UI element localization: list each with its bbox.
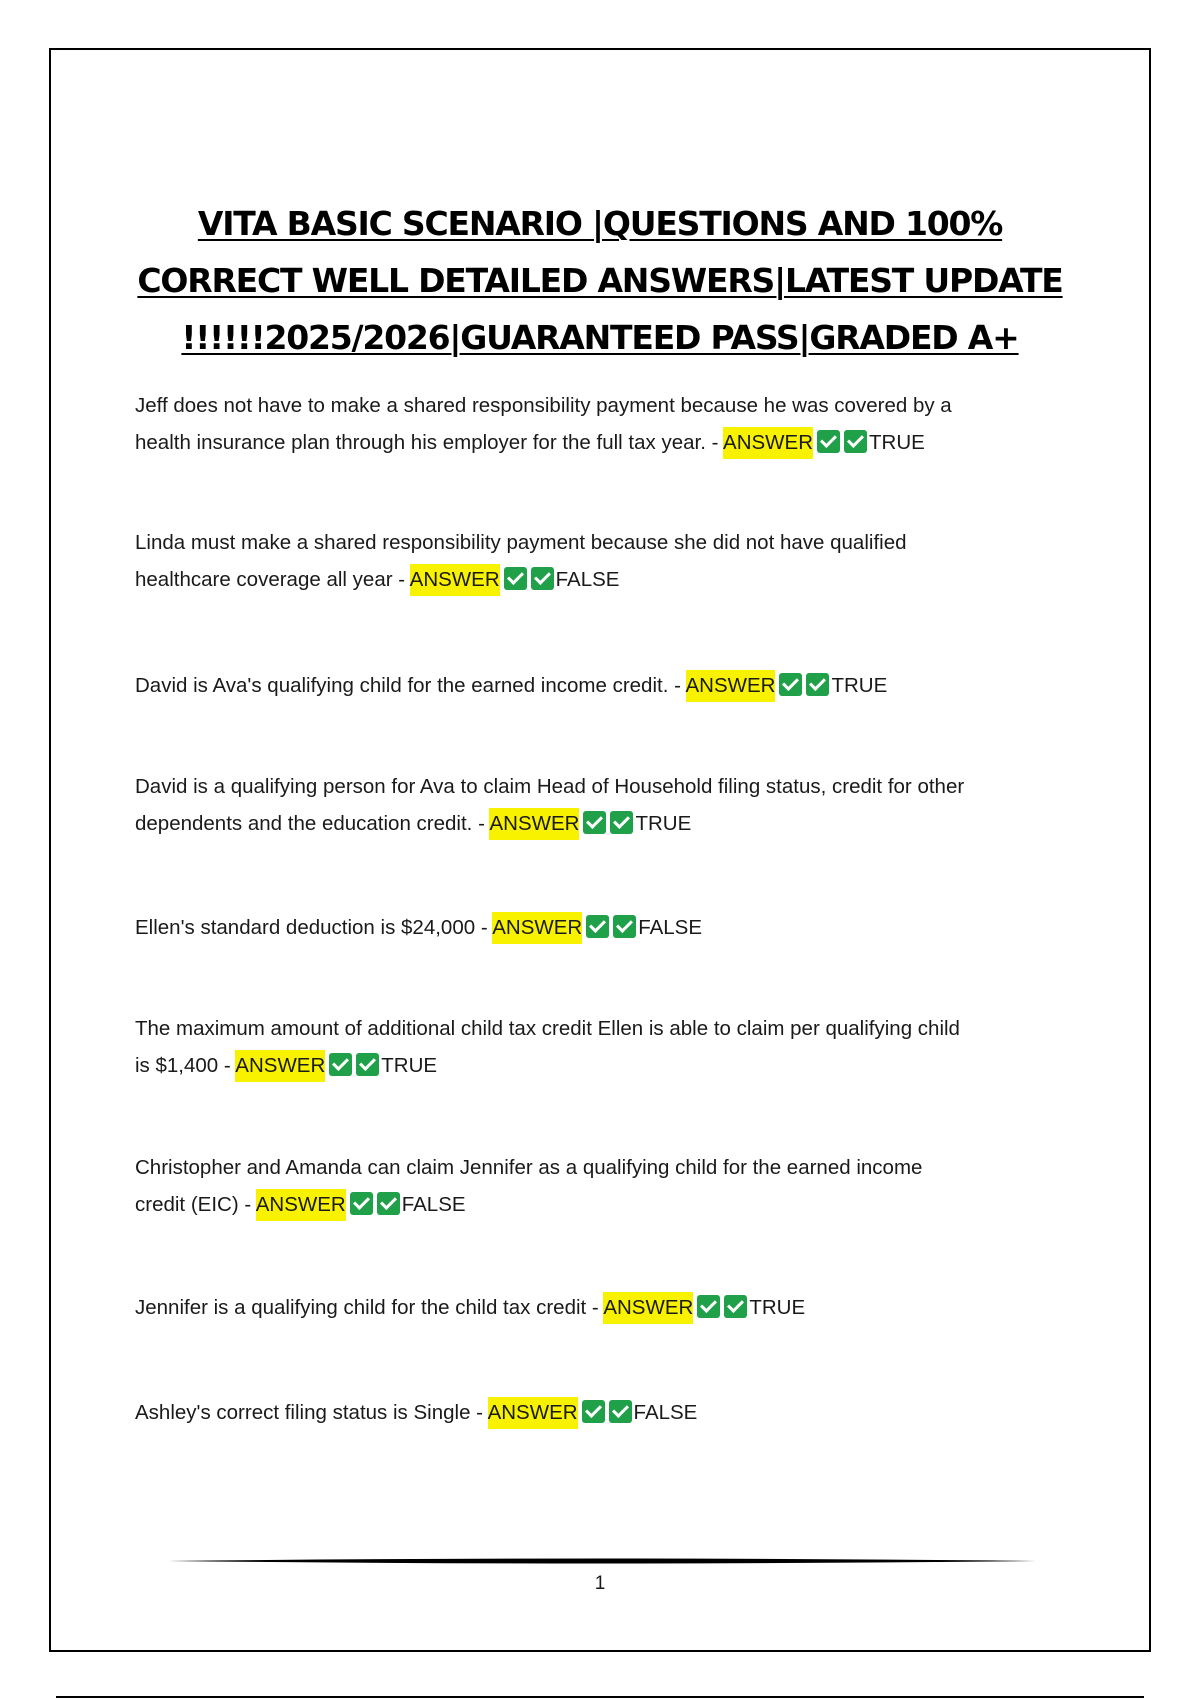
question-text: David is Ava's qualifying child for the earned income credit. - — [135, 674, 686, 697]
question-text: Linda must make a shared responsibility payment because she did not have qualified — [135, 531, 907, 554]
answer-value: FALSE — [555, 568, 620, 591]
check-box-icon — [724, 1295, 747, 1318]
check-box-icon — [582, 1400, 605, 1423]
question-item — [135, 524, 1095, 598]
check-box-icon — [609, 1400, 632, 1423]
title-line-3: !!!!!!2025/2026|GUARANTEED PASS|GRADED A+ — [181, 318, 1019, 357]
check-box-icon — [613, 915, 636, 938]
check-box-icon — [697, 1295, 720, 1318]
question-text: Jeff does not have to make a shared responsibility payment because he was covered by a — [135, 394, 952, 417]
title-line-2: CORRECT WELL DETAILED ANSWERS|LATEST UPDATE — [137, 261, 1063, 300]
question-text: The maximum amount of additional child tax credit Ellen is able to claim per qualifying child — [135, 1017, 960, 1040]
answer-value: FALSE — [638, 916, 703, 939]
question-text: Christopher and Amanda can claim Jennifer as a qualifying child for the earned income — [135, 1156, 923, 1179]
check-box-icon — [356, 1053, 379, 1076]
question-item — [135, 667, 1095, 704]
document-title — [51, 195, 1149, 366]
answer-value: FALSE — [401, 1193, 466, 1216]
question-item — [135, 1289, 1095, 1326]
answer-label: ANSWER — [256, 1189, 346, 1221]
answer-value: TRUE — [869, 431, 925, 454]
check-box-icon — [779, 673, 802, 696]
question-item — [135, 909, 1095, 946]
check-box-icon — [844, 430, 867, 453]
answer-label: ANSWER — [723, 427, 813, 459]
check-box-icon — [817, 430, 840, 453]
document-page — [49, 48, 1151, 1652]
question-text: dependents and the education credit. - — [135, 812, 490, 835]
check-box-icon — [531, 567, 554, 590]
question-text: Ashley's correct filing status is Single - — [135, 1401, 488, 1424]
question-item — [135, 768, 1095, 842]
check-box-icon — [329, 1053, 352, 1076]
check-box-icon — [610, 811, 633, 834]
answer-value: TRUE — [749, 1296, 806, 1319]
check-box-icon — [350, 1192, 373, 1215]
question-text: Ellen's standard deduction is $24,000 - — [135, 916, 493, 939]
answer-value: TRUE — [381, 1054, 438, 1077]
page-number: 1 — [594, 1573, 606, 1594]
answer-value: FALSE — [633, 1401, 698, 1424]
question-text: credit (EIC) - — [135, 1193, 256, 1216]
check-box-icon — [806, 673, 829, 696]
answer-label: ANSWER — [488, 1397, 578, 1429]
answer-value: TRUE — [635, 812, 692, 835]
answer-label: ANSWER — [489, 808, 579, 840]
answer-label: ANSWER — [235, 1050, 325, 1082]
footer-divider — [168, 1558, 1036, 1564]
title-line-1: VITA BASIC SCENARIO |QUESTIONS AND 100% — [197, 204, 1003, 243]
question-text: is $1,400 - — [135, 1054, 236, 1077]
check-box-icon — [377, 1192, 400, 1215]
check-box-icon — [583, 811, 606, 834]
answer-label: ANSWER — [410, 564, 500, 596]
question-item — [135, 387, 1095, 461]
question-text: Jennifer is a qualifying child for the child tax credit - — [135, 1296, 604, 1319]
check-box-icon — [586, 915, 609, 938]
question-item — [135, 1149, 1095, 1223]
question-item — [135, 1010, 1095, 1084]
question-text: David is a qualifying person for Ava to claim Head of Household filing status, credit for other — [135, 775, 965, 798]
question-item — [135, 1394, 1095, 1431]
answer-value: TRUE — [831, 674, 888, 697]
check-box-icon — [504, 567, 527, 590]
question-text: healthcare coverage all year - — [135, 568, 410, 591]
answer-label: ANSWER — [686, 670, 776, 702]
next-page-edge — [56, 1696, 1144, 1698]
answer-label: ANSWER — [492, 912, 582, 944]
question-text: health insurance plan through his employer for the full tax year. - — [135, 431, 724, 454]
answer-label: ANSWER — [603, 1292, 693, 1324]
